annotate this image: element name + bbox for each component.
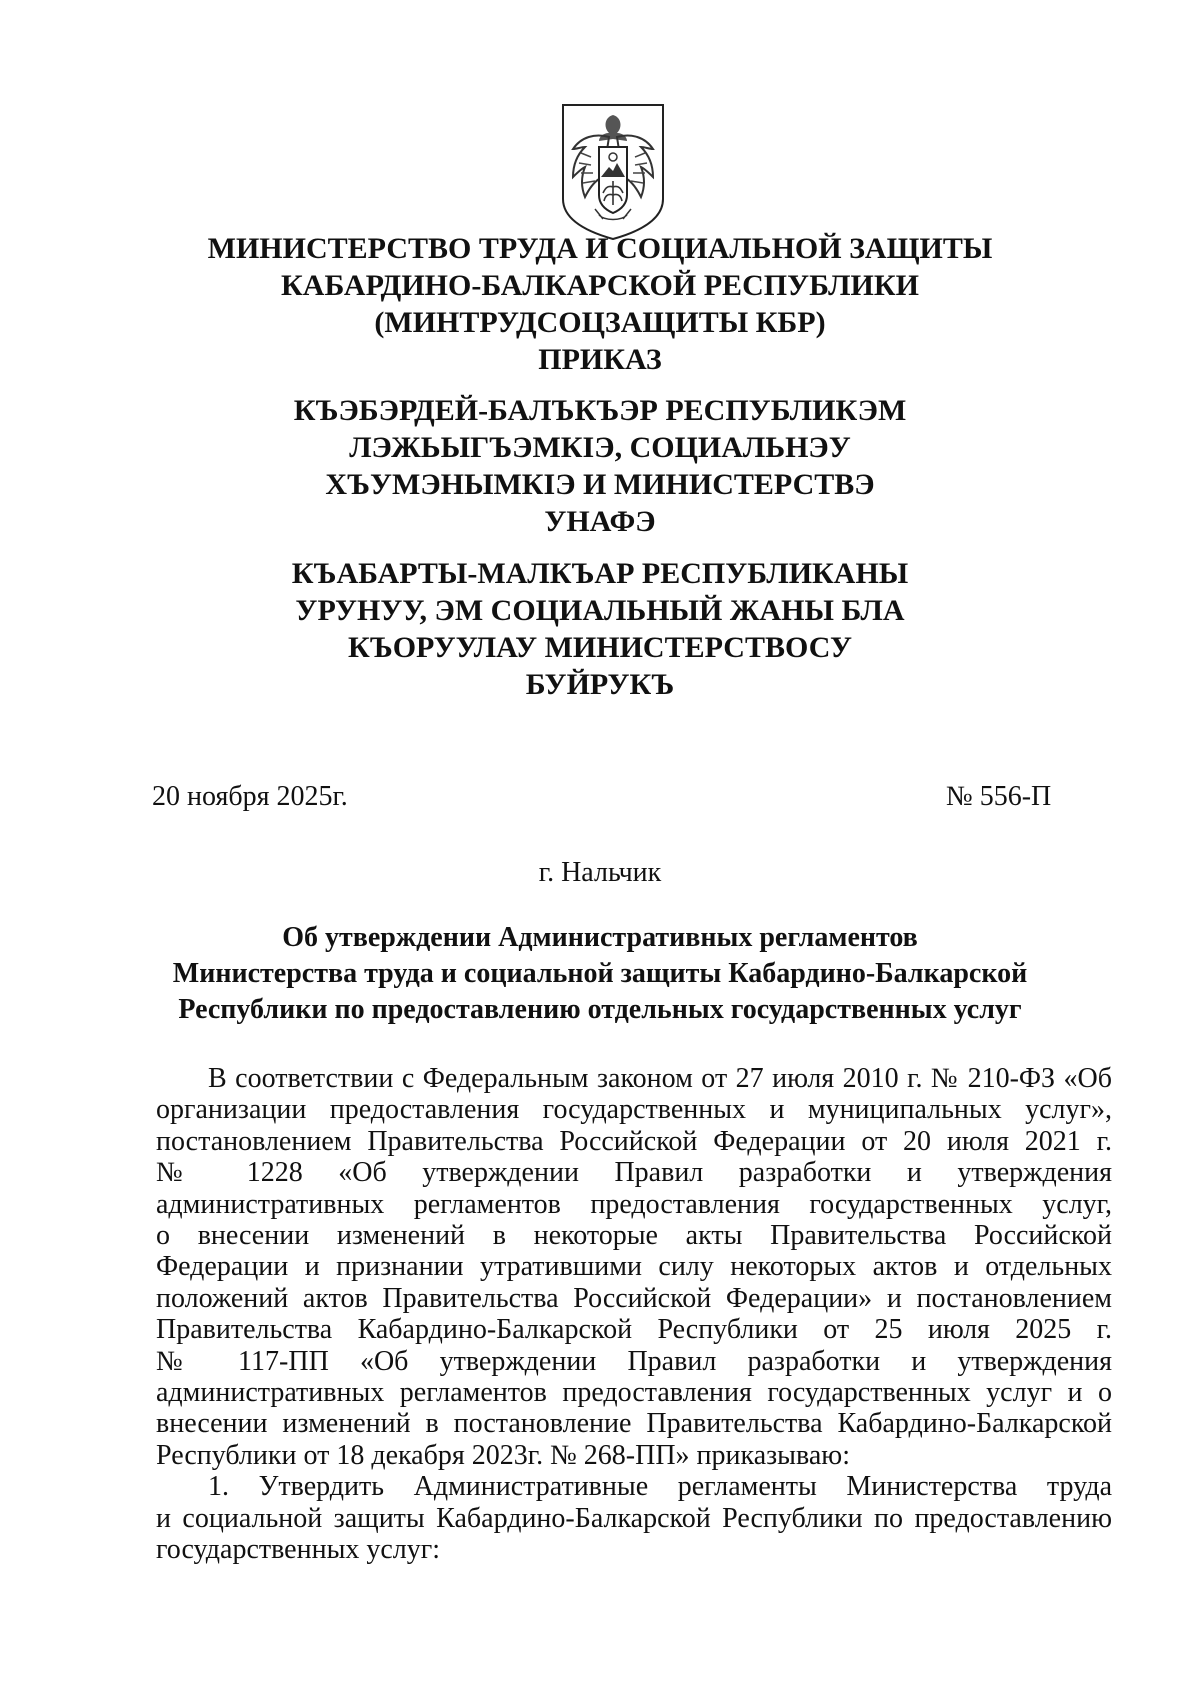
header-line: МИНИСТЕРСТВО ТРУДА И СОЦИАЛЬНОЙ ЗАЩИТЫ [207,232,993,265]
body-line: и социальной защиты Кабардино-Балкарской Республики по предоставлению [156,1502,1112,1534]
body-line: Федерации и признании утратившими силу некоторых актов и отдельных [156,1251,1112,1283]
header-line: БУЙРУКЪ [525,668,675,701]
header-line: КЪЭБЭРДЕЙ-БАЛЪКЪЭР РЕСПУБЛИКЭМ [293,394,907,427]
ministry-header-krc [0,555,1200,703]
body-line: государственных услуг: [156,1534,441,1566]
body-line: внесении изменений в постановление Правительства Кабардино-Балкарской [156,1408,1112,1440]
body-line: положений актов Правительства Российской Федерации» и постановлением [156,1282,1112,1314]
header-line: ПРИКАЗ [538,343,662,376]
order-date: 20 ноября 2025г. [152,781,348,812]
body-line: № 1228 «Об утверждении Правил разработки и утверждения [156,1157,1112,1189]
order-number: № 556-П [946,781,1052,812]
header-line: КЪОРУУЛАУ МИНИСТЕРСТВОСУ [348,631,852,664]
order-title [0,920,1200,1028]
body-line: административных регламентов предоставления государственных услуг и о [156,1377,1112,1409]
order-body [156,1063,1112,1566]
body-line: В соответствии с Федеральным законом от 27 июля 2010 г. № 210-ФЗ «Об [208,1063,1112,1094]
header-line: ЛЭЖЬЫГЪЭМКIЭ, СОЦИАЛЬНЭУ [349,431,851,464]
title-line: Республики по предоставлению отдельных государственных услуг [178,994,1022,1025]
header-line: УНАФЭ [544,505,656,538]
body-line: № 117-ПП «Об утверждении Правил разработки и утверждения [156,1345,1112,1377]
body-line: о внесении изменений в некоторые акты Правительства Российской [156,1220,1112,1252]
title-line: Об утверждении Административных регламентов [282,922,918,953]
header-line: УРУНУУ, ЭМ СОЦИАЛЬНЫЙ ЖАНЫ БЛА [295,594,905,627]
ministry-header-kbd [0,392,1200,540]
header-line: КАБАРДИНО-БАЛКАРСКОЙ РЕСПУБЛИКИ [281,269,919,302]
body-line: организации предоставления государственных и муниципальных услуг», [156,1094,1112,1126]
body-line: административных регламентов предоставления государственных услуг, [156,1188,1112,1220]
city: г. Нальчик [538,857,662,888]
title-line: Министерства труда и социальной защиты Кабардино-Балкарской [172,958,1028,989]
ministry-header-ru [0,230,1200,378]
header-line: (МИНТРУДСОЦЗАЩИТЫ КБР) [374,306,826,339]
body-line: Правительства Кабардино-Балкарской Республики от 25 июля 2025 г. [156,1314,1112,1346]
header-line: КЪАБАРТЫ-МАЛКЪАР РЕСПУБЛИКАНЫ [291,557,909,590]
body-line: постановлением Правительства Российской Федерации от 20 июля 2021 г. [156,1125,1112,1157]
coat-of-arms-icon [559,103,667,241]
body-line: 1. Утвердить Административные регламенты Министерства труда [208,1471,1112,1503]
header-line: ХЪУМЭНЫМКIЭ И МИНИСТЕРСТВЭ [325,468,875,501]
body-line: Республики от 18 декабря 2023г. № 268-ПП» приказываю: [156,1439,850,1471]
